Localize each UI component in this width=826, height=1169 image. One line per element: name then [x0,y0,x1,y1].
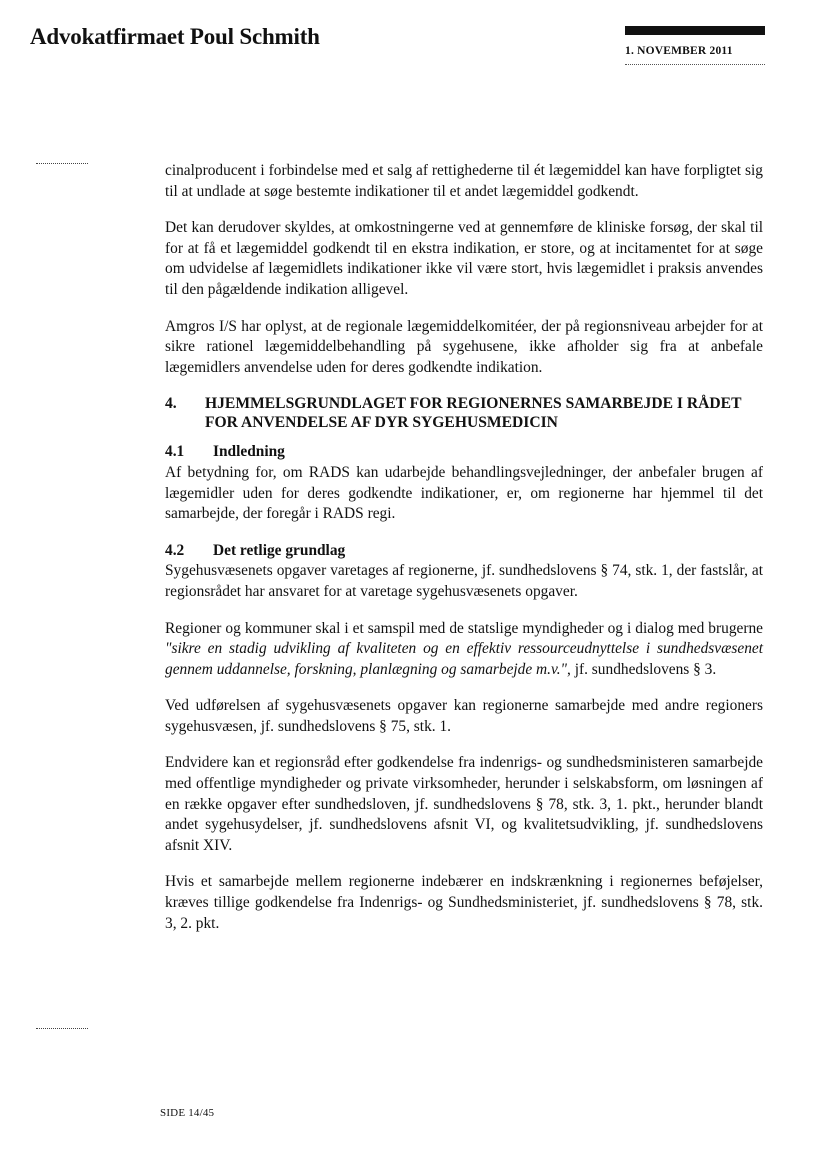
paragraph-introduction: Af betydning for, om RADS kan udarbejde behandlingsvejledninger, der anbefaler brugen af lægemidler uden for deres godkendte indikationer, er, om regionerne har hjemmel til det samarbejde, der foregår i RADS regi. [165,463,763,523]
paragraph-approval: Hvis et samarbejde mellem regionerne indebærer en indskrænkning i regionernes beføjelser, kræves tillige godkendelse fra Indenrigs- og Sundhedsministeriet, jf. sundhedslovens § 78, stk. 3, 2. pkt. [165,873,763,932]
subsection-title: Indledning [213,443,285,461]
statutory-quote: "sikre en stadig udvikling af kvaliteten og en effektiv ressourceudnyttelse i sundhedsvæsenet gennem uddannelse, forskning, planlægning og samarbejde m.v." [165,640,763,678]
paragraph-continuation: cinalproducent i forbindelse med et salg af rettighederne til ét lægemiddel kan have forpligtet sig til at undlade at søge bestemte indikationer til et andet lægemiddel godkendt. [165,162,763,200]
document-date: 1. NOVEMBER 2011 [625,45,733,57]
section-number: 4. [165,395,177,413]
subsection-heading-4-1 [165,442,763,463]
margin-mark-bottom [36,1028,88,1029]
margin-mark-top [36,163,88,164]
section-title: HJEMMELSGRUNDLAGET FOR REGIONERNES SAMARBEJDE I RÅDET FOR ANVENDELSE AF DYR SYGEHUSMEDICIN [205,395,742,432]
paragraph-regional-council: Endvidere kan et regionsråd efter godkendelse fra indenrigs- og sundhedsministeren samarbejde med offentlige myndigheder og private virksomheder, herunder i selskabsform, om løsningen af en række opgaver efter sundhedsloven, jf. sundhedslovens § 78, stk. 3, 1. pkt., herunder blandt andet sygehusydelser, jf. sundhedslovens afsnit VI, og kvalitetsudvikling, jf. sundhedslovens afsnit XIV. [165,754,763,854]
firm-name: Advokatfirmaet Poul Schmith [30,24,320,49]
paragraph-legal-basis: Sygehusvæsenets opgaver varetages af regionerne, jf. sundhedslovens § 74, stk. 1, der fastslår, at regionsrådet har ansvaret for at varetage sygehusvæsenets opgaver. [165,562,763,600]
subsection-number: 4.2 [165,541,185,559]
page-number: SIDE 14/45 [160,1107,215,1119]
paragraph-amgros: Amgros I/S har oplyst, at de regionale lægemiddelkomitéer, der på regionsniveau arbejder for at sikre rationel lægemiddelbehandling på sygehusene, ikke afholder sig fra at anbefale lægemidlers anvendelse uden for deres godkendte indikation. [165,317,763,376]
subsection-title: Det retlige grundlag [213,541,346,559]
subsection-number: 4.1 [165,443,185,461]
header-bar [625,26,765,35]
paragraph-costs: Det kan derudover skyldes, at omkostningerne ved at gennemføre de kliniske forsøg, der skal til for at få et lægemiddel godkendt til en ekstra indikation, er store, og at incitamentet for at søge om udvidelse af lægemidlets indikationer ikke vil være stort, hvis lægemidlet i praksis anvendes til den pågældende indikation alligevel. [165,219,763,298]
quote-reference: , jf. sundhedslovens § 3. [567,660,717,678]
date-divider [625,64,765,65]
quote-intro: Regioner og kommuner skal i et samspil med de statslige myndigheder og i dialog med brugerne [165,619,763,637]
subsection-heading-4-2 [165,541,763,562]
paragraph-cooperation [165,619,763,681]
paragraph-other-regions: Ved udførelsen af sygehusvæsenets opgaver kan regionerne samarbejde med andre regioners sygehusvæsen, jf. sundhedslovens § 75, stk. 1. [165,697,763,735]
section-heading-4 [165,394,763,432]
page-body [165,161,763,950]
